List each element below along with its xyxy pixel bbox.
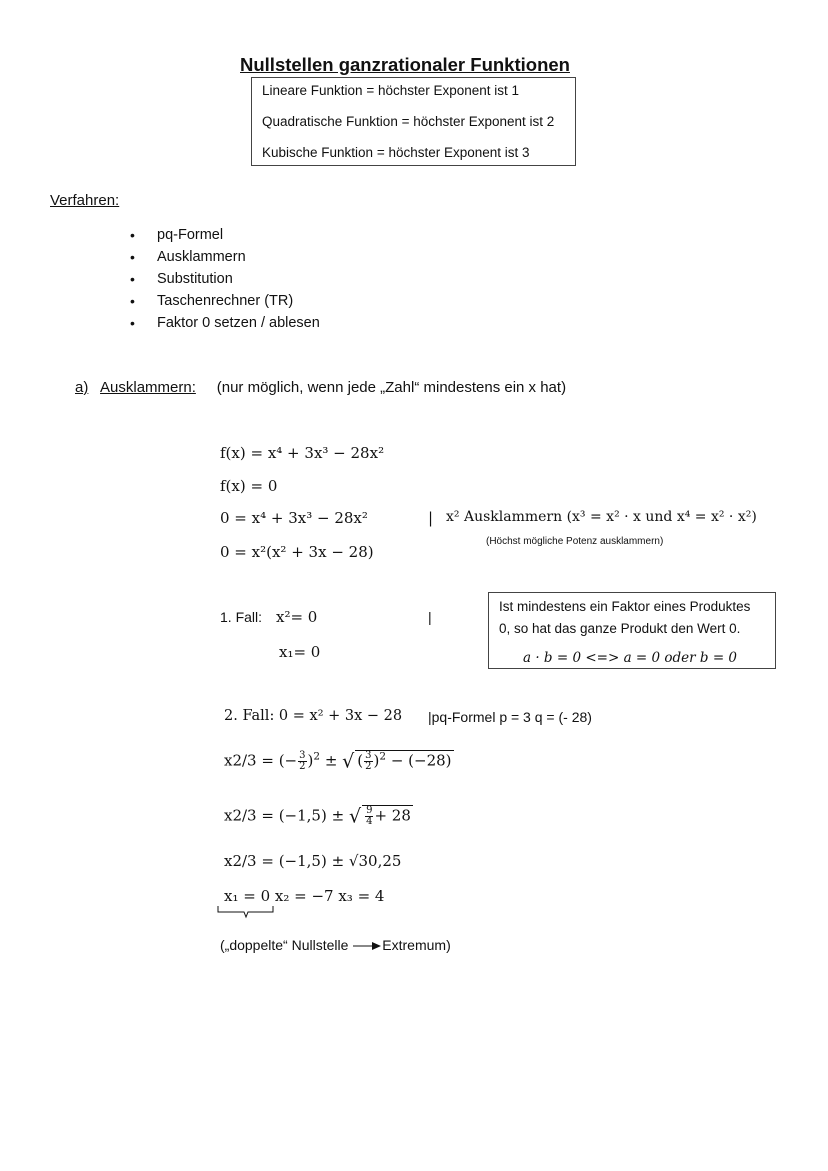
bullet-icon: • <box>130 271 135 287</box>
fraction: $\frac{9}{4}$ <box>366 805 373 827</box>
equation-4: 0 = x²(x² + 3x − 28) <box>220 543 374 561</box>
bullet-icon: • <box>130 293 135 309</box>
fraction: $\frac{3}{2}$ <box>299 750 306 772</box>
arrow-right-icon <box>352 941 382 951</box>
fall2-comment: |pq-Formel p = 3 q = (- 28) <box>428 709 592 725</box>
fall1-separator: | <box>428 609 432 625</box>
list-item: • Taschenrechner (TR) <box>126 290 320 312</box>
fall1-result: x₁= 0 <box>279 643 321 661</box>
bullet-icon: • <box>130 249 135 265</box>
equation-2: f(x) = 0 <box>220 477 278 495</box>
section-a-heading <box>75 379 566 396</box>
extremum-label: Extremum) <box>382 937 451 953</box>
pq-step-2-rad: + 28 <box>374 806 411 825</box>
equation-4-comment: (Höchst mögliche Potenz ausklammern) <box>486 536 664 547</box>
section-a-marker: a) <box>75 379 89 396</box>
factor-rule-line-1: Ist mindestens ein Faktor eines Produktes <box>499 599 751 614</box>
methods-list <box>126 224 320 334</box>
page-title: Nullstellen ganzrationaler Funktionen <box>240 54 570 75</box>
function-types-box <box>251 77 576 166</box>
equation-3: 0 = x⁴ + 3x³ − 28x² <box>220 509 368 527</box>
factor-rule-line-3: a · b = 0 <=> a = 0 oder b = 0 <box>523 650 738 666</box>
brace-icon <box>216 904 276 920</box>
equation-3-separator: | <box>428 509 434 527</box>
type-linear: Lineare Funktion = höchster Exponent ist 1 <box>262 83 520 98</box>
section-a-label: Ausklammern: <box>100 379 196 396</box>
equation-3-comment: x² Ausklammern (x³ = x² · x und x⁴ = x² · x²) <box>446 509 757 525</box>
list-item: • Ausklammern <box>126 246 320 268</box>
section-a-note: (nur möglich, wenn jede „Zahl“ mindestens ein x hat) <box>216 379 567 396</box>
pq-step-2-lhs: x2/3 = (−1,5) ± <box>224 806 345 825</box>
roots-line: x₁ = 0 x₂ = −7 x₃ = 4 <box>224 887 385 905</box>
fraction: $\frac{3}{2}$ <box>365 750 372 772</box>
fall1-label: 1. Fall: <box>220 609 263 625</box>
list-item: • Substitution <box>126 268 320 290</box>
list-item: • pq-Formel <box>126 224 320 246</box>
doppelte-note <box>220 937 451 953</box>
factor-rule-box <box>488 592 776 669</box>
type-quadratic: Quadratische Funktion = höchster Exponent ist 2 <box>262 114 555 129</box>
bullet-icon: • <box>130 227 135 243</box>
list-item: • Faktor 0 setzen / ablesen <box>126 312 320 334</box>
type-cubic: Kubische Funktion = höchster Exponent ist 3 <box>262 145 530 160</box>
pq-step-1-lhs: x2/3 = <box>224 751 274 770</box>
equation-1: f(x) = x⁴ + 3x³ − 28x² <box>220 444 385 462</box>
fall2-equation: 2. Fall: 0 = x² + 3x − 28 <box>224 708 403 724</box>
factor-rule-line-2: 0, so hat das ganze Produkt den Wert 0. <box>499 621 741 636</box>
verfahren-heading: Verfahren: <box>50 192 120 209</box>
fall1-equation: x²= 0 <box>276 608 318 626</box>
pq-step-3: x2/3 = (−1,5) ± √30,25 <box>224 852 402 870</box>
pq-step-2 <box>224 805 413 828</box>
sqrt-icon: √ <box>342 750 355 773</box>
doppelte-label: („doppelte“ Nullstelle <box>220 937 349 953</box>
sqrt-icon: √ <box>348 805 362 828</box>
bullet-icon: • <box>130 315 135 331</box>
pq-step-1: x2/3 = (− $\frac{3}{2}$ )$^2$ ± √ ( $\frac{3}{2}$ )$^2$ − (−28) <box>224 750 452 773</box>
